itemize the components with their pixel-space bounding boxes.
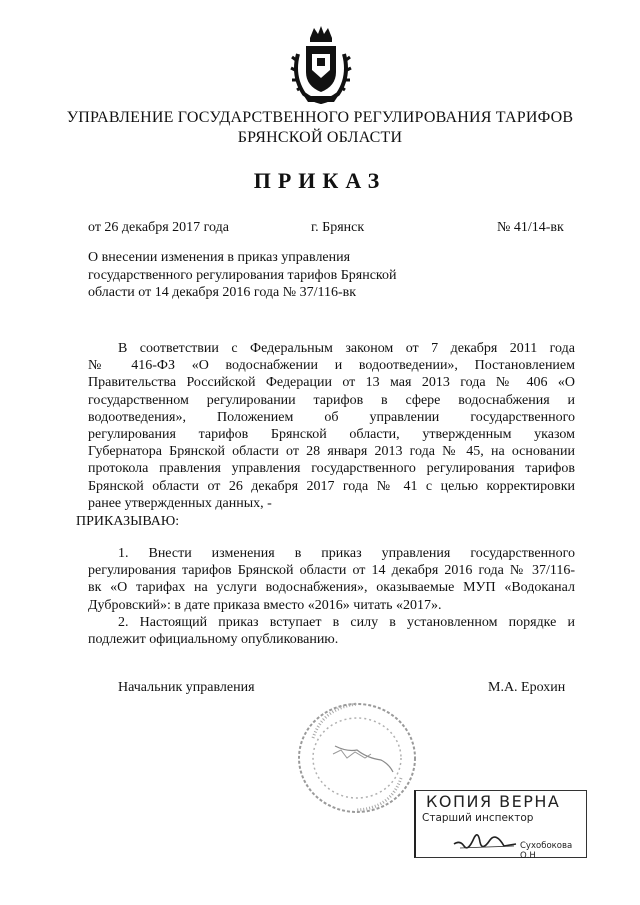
preamble-line: протокола правления управления государственного регулирования тарифов	[88, 461, 575, 477]
decree-items	[88, 545, 575, 648]
subject-line: области от 14 декабря 2016 года № 37/116-вк	[88, 285, 357, 300]
decree-heading: ПРИКАЗЫВАЮ:	[76, 514, 180, 529]
signatory-name: М.А. Ерохин	[488, 680, 566, 695]
preamble-line: В соответствии с Федеральным законом от 7 декабря 2011 года	[118, 341, 575, 356]
preamble-line: регулирования тарифов Брянской области, утвержденным указом	[88, 426, 575, 442]
coat-of-arms-icon	[290, 24, 352, 104]
document-title: ПРИКАЗ	[253, 168, 387, 193]
document-subject	[88, 249, 448, 302]
preamble-line: Брянской области от 26 декабря 2017 года № 41 с целью корректировки	[88, 478, 575, 494]
item-line: 2. Настоящий приказ вступает в силу в установленном порядке и	[118, 614, 575, 630]
preamble-line: № 416-ФЗ «О водоснабжении и водоотведении», Постановлением	[88, 358, 575, 374]
document-number: № 41/14-вк	[497, 220, 564, 235]
item-line: подлежит официальному опубликованию.	[88, 631, 339, 647]
item-line: 1. Внести изменения в приказ управления государственного	[118, 546, 575, 561]
item-line: вк «О тарифах на услуги водоснабжения», оказываемые МУП «Водоканал	[88, 580, 575, 596]
preamble-paragraph	[88, 340, 575, 512]
preamble-line: Губернатора Брянской области от 28 января 2013 года № 45, на основании	[88, 444, 575, 460]
preamble-line: водоотведения», Положением об управлении государственного	[88, 409, 575, 425]
official-seal-icon	[295, 698, 420, 818]
document-city: г. Брянск	[311, 220, 365, 235]
item-line: регулирования тарифов Брянской области от 14 декабря 2016 года № 37/116-	[88, 563, 575, 579]
preamble-line: государственном регулировании тарифов в сфере водоснабжения и	[88, 392, 575, 408]
stamp-name: Сухобокова О.Н	[520, 841, 573, 861]
org-name-line1: УПРАВЛЕНИЕ ГОСУДАРСТВЕННОГО РЕГУЛИРОВАНИЯ ТАРИФОВ	[66, 109, 574, 126]
org-name-line2: БРЯНСКОЙ ОБЛАСТИ	[237, 129, 403, 146]
subject-line: государственного регулирования тарифов Брянской	[88, 267, 397, 283]
preamble-line: ранее утвержденных данных, -	[88, 495, 272, 511]
signatory-role: Начальник управления	[118, 680, 255, 695]
certified-copy-stamp	[414, 790, 586, 861]
stamp-title: КОПИЯ ВЕРНА	[426, 792, 561, 811]
handwritten-signature-icon	[450, 824, 520, 852]
stamp-role: Старший инспектор	[422, 812, 534, 824]
document-date: от 26 декабря 2017 года	[88, 220, 229, 235]
subject-line: О внесении изменения в приказ управления	[88, 250, 351, 265]
preamble-line: Правительства Российской Федерации от 13 мая 2013 года № 406 «О	[88, 375, 575, 391]
item-line: Дубровский»: в дате приказа вместо «2016» читать «2017».	[88, 597, 442, 613]
